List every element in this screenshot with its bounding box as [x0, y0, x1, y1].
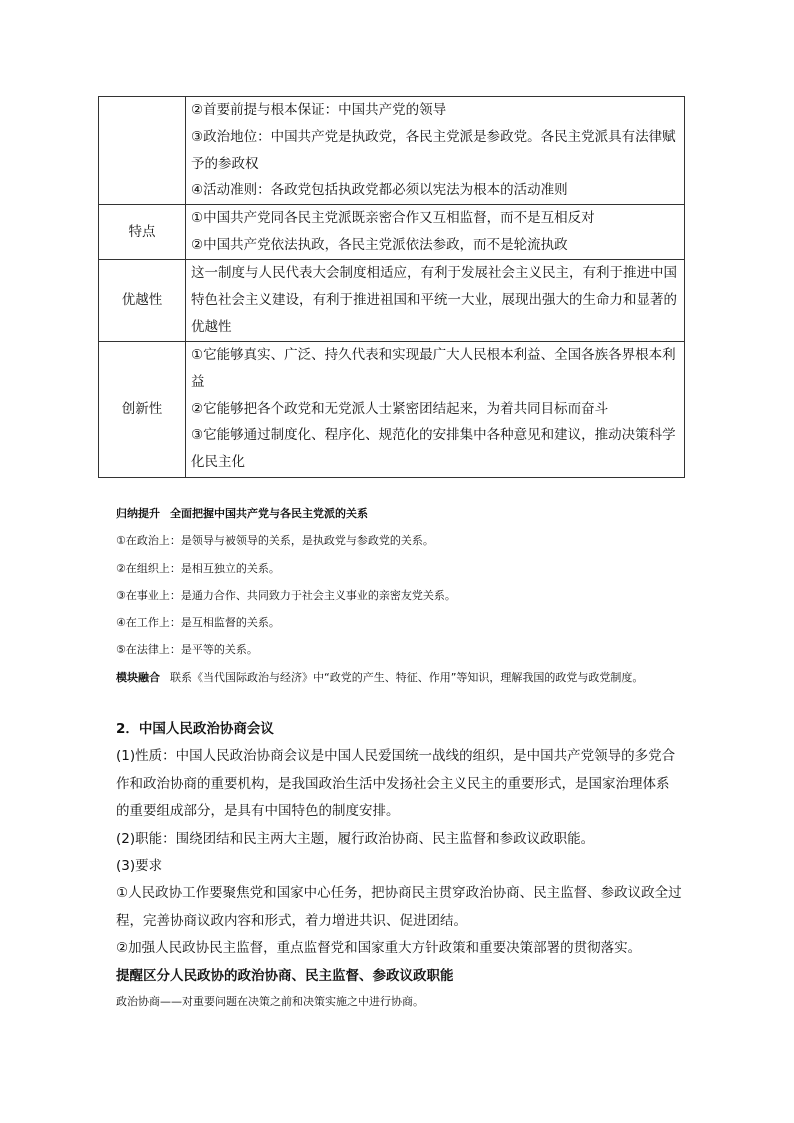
- module-label: 模块融合: [116, 670, 160, 684]
- requirement-item: ②加强人民政协民主监督，重点监督党和国家重大方针政策和重要决策部署的贯彻落实。: [116, 940, 642, 957]
- table-row: [99, 341, 685, 477]
- summary-item: ③在事业上：是通力合作、共同致力于社会主义事业的亲密友党关系。: [116, 588, 456, 602]
- tip-block: [116, 988, 682, 1015]
- table-row: [99, 97, 685, 205]
- summary-item: ②在组织上：是相互独立的关系。: [116, 561, 280, 575]
- summary-heading-label: 归纳提升: [116, 507, 160, 520]
- module-text: 联系《当代国际政治与经济》中“政党的产生、特征、作用”等知识，理解我国的政党与政党制度。: [170, 670, 644, 684]
- row-content: [186, 97, 685, 205]
- row-label-innovation: 创新性: [99, 341, 186, 477]
- summary-heading-text: 全面把握中国共产党与各民主党派的关系: [170, 507, 368, 520]
- table-line: ④活动准则：各政党包括执政党都必须以宪法为根本的活动准则: [191, 182, 568, 199]
- row-label-features: 特点: [99, 205, 186, 260]
- function-paragraph: (2)职能：围绕团结和民主两大主题，履行政治协商、民主监督和参政议政职能。: [116, 830, 595, 847]
- party-system-table: [98, 96, 685, 478]
- requirements-title: (3)要求: [116, 858, 163, 875]
- summary-item: ①在政治上：是领导与被领导的关系，是执政党与参政党的关系。: [116, 534, 434, 548]
- row-content: [186, 341, 685, 477]
- table-row: [99, 260, 685, 341]
- table-line: ②它能够把各个政党和无党派人士紧密团结起来，为着共同目标而奋斗: [191, 400, 609, 417]
- cppcc-section: [116, 716, 682, 990]
- tip-text: 区分人民政协的政治协商、民主监督、参政议政职能: [143, 967, 454, 984]
- row-content: [186, 205, 685, 260]
- section-title: 2．中国人民政治协商会议: [116, 721, 274, 737]
- row-label-superiority: 优越性: [99, 260, 186, 341]
- tip-line: 政治协商——对重要问题在决策之前和决策实施之中进行协商。: [116, 995, 424, 1008]
- row-content: [186, 260, 685, 341]
- tip-heading: [116, 963, 682, 990]
- table-line: ③它能够通过制度化、程序化、规范化的安排集中各种意见和建议，推动决策科学化民主化: [191, 427, 676, 471]
- summary-item: ④在工作上：是互相监督的关系。: [116, 616, 280, 630]
- summary-heading: [116, 500, 682, 527]
- table-line: 这一制度与人民代表大会制度相适应，有利于发展社会主义民主，有利于推进中国特色社会主义建设，有利于推进祖国和平统一大业，展现出强大的生命力和显著的优越性: [191, 265, 677, 335]
- table-row: [99, 205, 685, 260]
- table-line: ②中国共产党依法执政，各民主党派依法参政，而不是轮流执政: [191, 237, 568, 254]
- tip-label: 提醒: [116, 967, 143, 984]
- summary-block: [116, 500, 682, 691]
- table-line: ③政治地位：中国共产党是执政党，各民主党派是参政党。各民主党派具有法律赋予的参政权: [191, 128, 676, 172]
- module-note: [116, 664, 682, 691]
- table-line: ①它能够真实、广泛、持久代表和实现最广大人民根本利益、全国各族各界根本利益: [191, 347, 676, 390]
- table-line: ①中国共产党同各民主党派既亲密合作又互相监督，而不是互相反对: [191, 210, 595, 227]
- table-line: ②首要前提与根本保证：中国共产党的领导: [191, 102, 447, 118]
- summary-item: ⑤在法律上：是平等的关系。: [116, 643, 258, 657]
- row-label-empty: [99, 97, 186, 205]
- requirement-item: ①人民政协工作要聚焦党和国家中心任务，把协商民主贯穿政治协商、民主监督、参政议政全过程，完善协商议政内容和形式，着力增进共识、促进团结。: [116, 885, 682, 929]
- nature-paragraph: (1)性质：中国人民政治协商会议是中国人民爱国统一战线的组织，是中国共产党领导的多党合作和政治协商的重要机构，是我国政治生活中发扬社会主义民主的重要形式，是国家治理体系的重要组成部分，是具有中国特色的制度安排。: [116, 748, 676, 820]
